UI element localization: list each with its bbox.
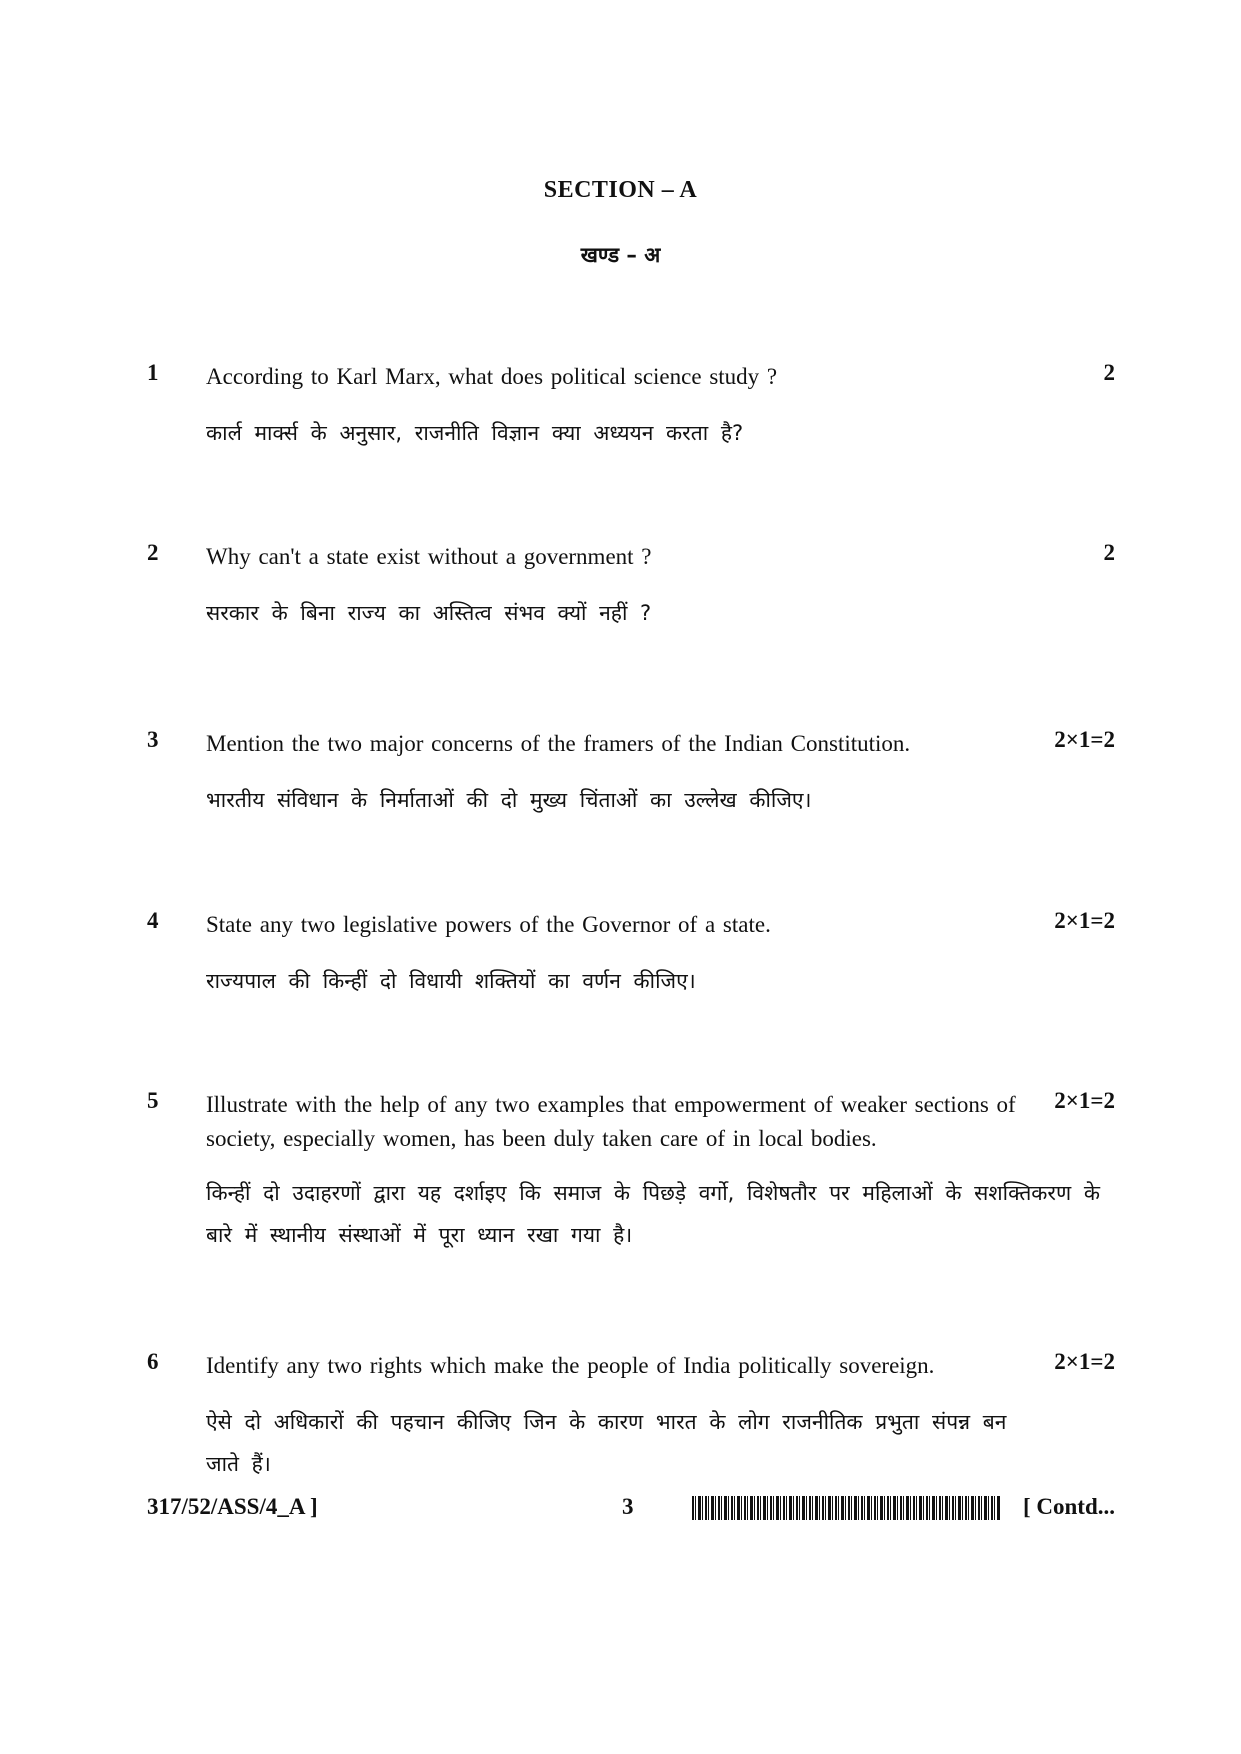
question-number: 6	[147, 1349, 159, 1374]
question-hindi: राज्यपाल की किन्हीं दो विधायी शक्तियों का वर्णन कीजिए।	[206, 969, 696, 993]
question-english: Illustrate with the help of any two examples that empowerment of weaker sections of society, especially women, has been duly taken care of in local bodies.	[206, 1092, 1016, 1151]
question-number: 2	[147, 540, 159, 565]
question-number: 5	[147, 1088, 159, 1113]
section-title-hindi: खण्ड – अ	[580, 243, 661, 267]
question-english: Identify any two rights which make the people of India politically sovereign.	[206, 1353, 935, 1378]
question-hindi: कार्ल मार्क्स के अनुसार, राजनीति विज्ञान क्या अध्ययन करता है?	[206, 421, 744, 445]
barcode-image	[692, 1496, 1000, 1520]
question-marks: 2	[1103, 360, 1115, 385]
section-title: SECTION – A	[543, 177, 698, 203]
question-number: 1	[147, 360, 159, 385]
page-number: 3	[622, 1494, 634, 1519]
question-number: 4	[147, 908, 159, 933]
question-hindi: भारतीय संविधान के निर्माताओं की दो मुख्य चिंताओं का उल्लेख कीजिए।	[206, 788, 812, 812]
question-marks: 2×1=2	[1054, 727, 1115, 752]
question-hindi: किन्हीं दो उदाहरणों द्वारा यह दर्शाइए कि समाज के पिछड़े वर्गो, विशेषतौर पर महिलाओं के सशक्तिकरण के बारे में स्थानीय संस्थाओं में पूरा ध्यान रखा गया है।	[206, 1181, 1100, 1247]
paper-code: 317/52/ASS/4_A ]	[147, 1494, 318, 1519]
question-hindi: ऐसे दो अधिकारों की पहचान कीजिए जिन के कारण भारत के लोग राजनीतिक प्रभुता संपन्न बन जाते हैं।	[206, 1410, 1007, 1476]
question-marks: 2×1=2	[1054, 1088, 1115, 1113]
question-english: According to Karl Marx, what does political science study ?	[206, 364, 778, 389]
question-hindi: सरकार के बिना राज्य का अस्तित्व संभव क्यों नहीं ?	[206, 601, 652, 625]
question-english: Mention the two major concerns of the framers of the Indian Constitution.	[206, 731, 911, 756]
question-marks: 2×1=2	[1054, 908, 1115, 933]
question-marks: 2	[1103, 540, 1115, 565]
page-footer	[0, 1494, 1241, 1528]
question-marks: 2×1=2	[1054, 1349, 1115, 1374]
question-english: State any two legislative powers of the Governor of a state.	[206, 912, 771, 937]
question-number: 3	[147, 727, 159, 752]
question-english: Why can't a state exist without a government ?	[206, 544, 652, 569]
continued-label: [ Contd...	[1022, 1494, 1115, 1519]
